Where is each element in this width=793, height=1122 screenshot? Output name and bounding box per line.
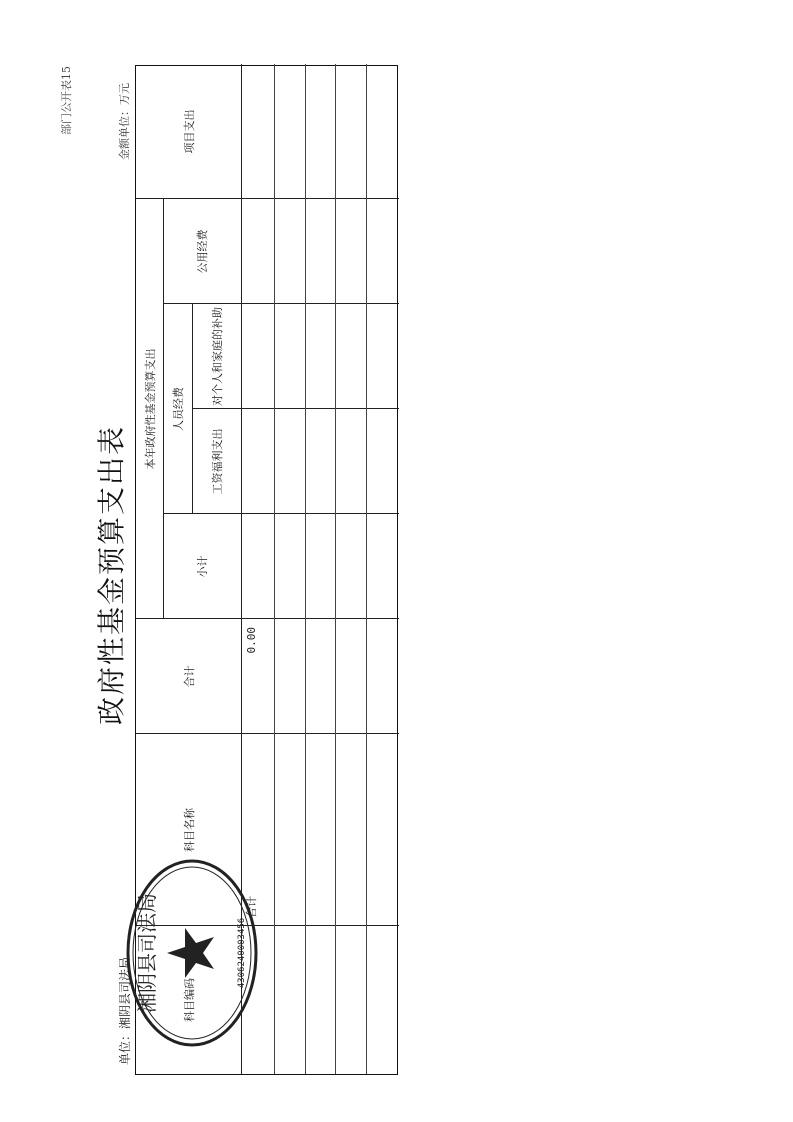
header-total: 合计 bbox=[182, 665, 196, 688]
row-line bbox=[274, 64, 275, 1074]
unit-label: 单位： bbox=[118, 1028, 132, 1065]
amount-unit: 金额单位：万元 bbox=[118, 83, 131, 160]
row-line bbox=[305, 64, 306, 1074]
row-line bbox=[366, 64, 367, 1074]
header-subject-code: 科目编码 bbox=[182, 978, 196, 1022]
page-title: 政府性基金预算支出表 bbox=[95, 425, 128, 726]
row-total-amount: 0.00 bbox=[244, 627, 258, 654]
row-total-code bbox=[241, 926, 274, 1074]
header-salary-welfare: 工资福利支出 bbox=[210, 428, 224, 495]
unit-line bbox=[116, 957, 133, 1065]
header-individual-subsidy: 对个人和家庭的补助 bbox=[210, 307, 224, 406]
seal-text: 湘阴县司法局 bbox=[135, 893, 159, 1013]
row-line bbox=[335, 64, 336, 1074]
header-public-funds: 公用经费 bbox=[196, 229, 209, 274]
header-project-expense: 项目支出 bbox=[182, 109, 196, 154]
budget-table bbox=[135, 65, 398, 1075]
unit-value: 湘阴县司法局 bbox=[118, 956, 132, 1029]
seal-number: 4306240003456 bbox=[237, 917, 247, 989]
header-group-title: 本年政府性基金预算支出 bbox=[143, 348, 157, 470]
form-number: 部门公开表15 bbox=[60, 66, 73, 135]
rotated-sheet bbox=[50, 66, 730, 1075]
header-personnel: 人员经费 bbox=[171, 387, 185, 431]
row-total-name: 合计 bbox=[245, 896, 258, 918]
header-subtotal: 小计 bbox=[196, 555, 209, 578]
header-subject-name: 科目名称 bbox=[182, 808, 196, 852]
